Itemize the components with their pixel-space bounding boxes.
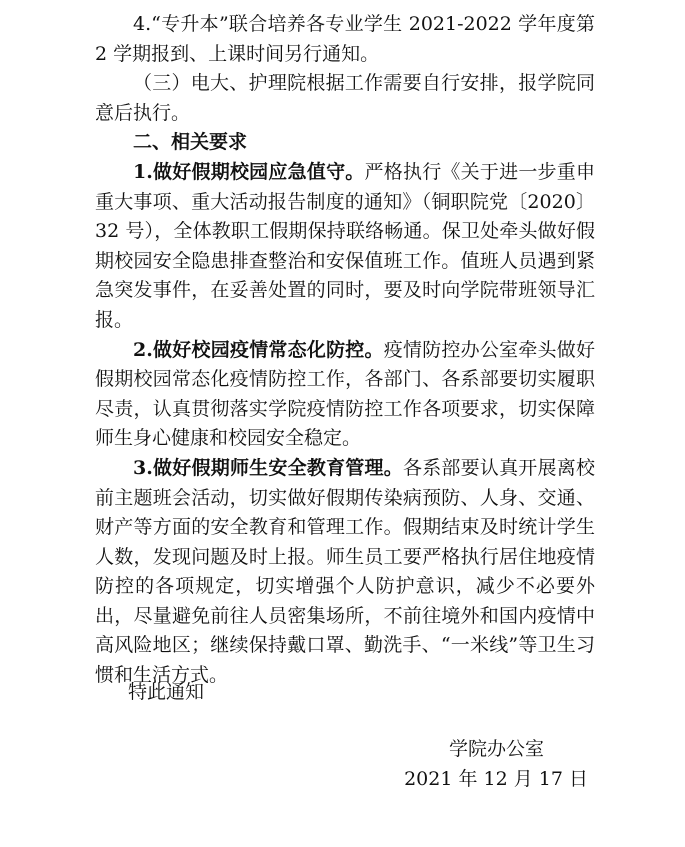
paragraph-requirement-3	[95, 454, 595, 691]
requirement-2-body: 疫情防控办公室牵头做好假期校园常态化疫情防控工作，各部门、各系部要切实履职尽责，认真贯彻落实学院疫情防控工作各项要求，切实保障师生身心健康和校园安全稳定。	[95, 338, 595, 450]
section-heading-requirements: 二、相关要求	[133, 131, 248, 154]
paragraph-item-4: 4.“专升本”联合培养各专业学生 2021-2022 学年度第 2 学期报到、上课时间另行通知。	[95, 13, 595, 65]
requirement-3-body: 各系部要认真开展离校前主题班会活动，切实做好假期传染病预防、人身、交通、财产等方面的安全教育和管理工作。假期结束及时统计学生人数，发现问题及时上报。师生员工要严格执行居住地疫情防控的各项规定，切实增强个人防护意识，减少不必要外出，尽量避免前往人员密集场所，不前往境外和国内疫情中高风险地区；继续保持戴口罩、勤洗手、“一米线”等卫生习惯和生活方式。	[95, 456, 595, 687]
signature-organization: 学院办公室	[448, 738, 544, 760]
requirement-1-body: 严格执行《关于进一步重申重大事项、重大活动报告制度的通知》（铜职院党〔2020〕32 号），全体教职工假期保持联络畅通。保卫处牵头做好假期校园安全隐患排查整治和安保值班工作。值班人员遇到紧急突发事件，在妥善处置的同时，要及时向学院带班领导汇报。	[95, 160, 595, 331]
signature-date: 2021 年 12 月 17 日	[404, 768, 588, 790]
requirement-2-title: 2.做好校园疫情常态化防控。	[133, 338, 384, 361]
requirement-1-title: 1.做好假期校园应急值守。	[133, 160, 365, 183]
document-body	[95, 10, 595, 691]
paragraph-requirement-1	[95, 158, 595, 336]
paragraph-requirement-2	[95, 336, 595, 454]
signature-block	[404, 734, 588, 794]
requirement-3-title: 3.做好假期师生安全教育管理。	[133, 456, 403, 479]
paragraph-item-3-sub: （三）电大、护理院根据工作需要自行安排，报学院同意后执行。	[95, 72, 595, 124]
closing-remark: 特此通知	[128, 681, 205, 703]
